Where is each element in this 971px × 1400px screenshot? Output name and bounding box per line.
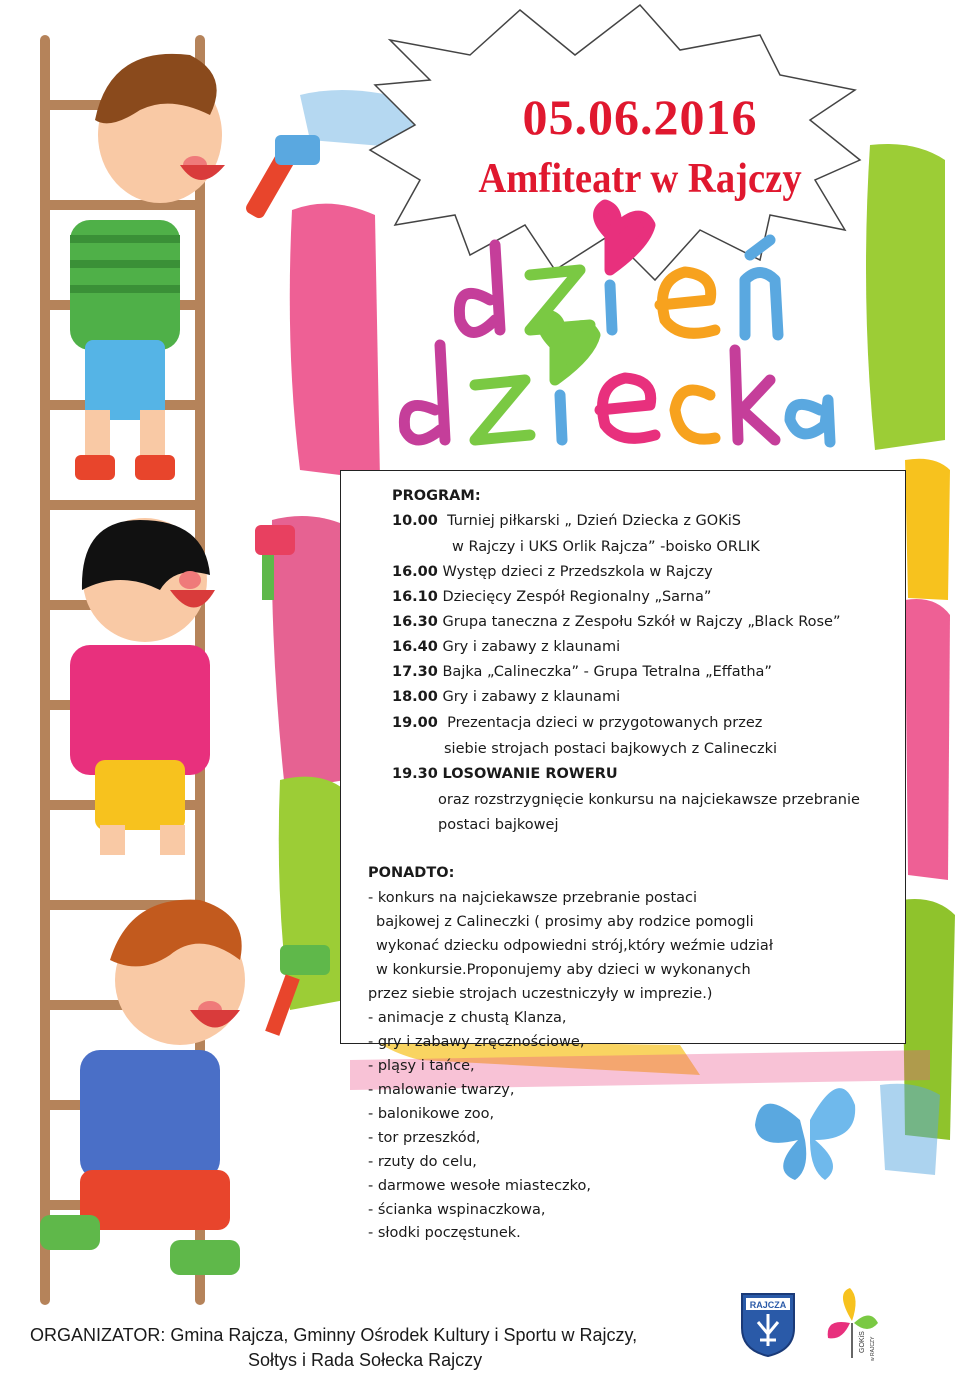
ponadto-line: bajkowej z Calineczki ( prosimy aby rodzice pomogli xyxy=(376,914,754,930)
program-item-time: 16.00 xyxy=(392,564,438,580)
butterfly-decoration xyxy=(755,1088,855,1180)
ponadto-line: w konkursie.Proponujemy aby dzieci w wykonanych xyxy=(376,962,751,978)
program-item-text: oraz rozstrzygnięcie konkursu na najciekawsze przebranie xyxy=(438,792,860,808)
program-item-text: Turniej piłkarski „ Dzień Dziecka z GOKiS xyxy=(447,513,741,529)
ponadto-line: wykonać dziecku odpowiedni strój,który weźmie udział xyxy=(376,938,773,954)
program-item-text: Gry i zabawy z klaunami xyxy=(442,639,621,655)
ponadto-line: - gry i zabawy zręcznościowe, xyxy=(368,1034,585,1050)
event-venue: Amfiteatr w Rajczy xyxy=(478,156,802,202)
program-item-text: Grupa taneczna z Zespołu Szkół w Rajczy „Black Rose” xyxy=(442,614,841,630)
program-item-time: 17.30 xyxy=(392,664,438,680)
ponadto-line: przez siebie strojach uczestniczyły w imprezie.) xyxy=(368,986,713,1002)
program-item-time: 18.00 xyxy=(392,689,438,705)
gokis-logo xyxy=(820,1283,890,1363)
program-item xyxy=(438,791,860,809)
program-item xyxy=(392,714,762,732)
program-item xyxy=(392,512,741,530)
program-item-time: 19.30 xyxy=(392,766,438,782)
program-item xyxy=(392,688,620,706)
ponadto-line: - konkurs na najciekawsze przebranie postaci xyxy=(368,890,698,906)
ponadto-line: - ścianka wspinaczkowa, xyxy=(368,1202,546,1218)
program-item-text: Dziecięcy Zespół Regionalny „Sarna” xyxy=(442,589,712,605)
program-item-text: siebie strojach postaci bajkowych z Calineczki xyxy=(444,741,778,757)
program-item-text: Prezentacja dzieci w przygotowanych przez xyxy=(447,715,763,731)
program-item xyxy=(392,765,618,783)
event-date: 05.06.2016 xyxy=(522,89,758,145)
ponadto-line: - pląsy i tańce, xyxy=(368,1058,475,1074)
program-item xyxy=(438,816,559,834)
program-item xyxy=(392,588,711,606)
program-item-time: 16.40 xyxy=(392,639,438,655)
program-item-text: LOSOWANIE ROWERU xyxy=(442,766,618,782)
green-paint-stroke-top xyxy=(866,144,945,450)
ponadto-heading: PONADTO: xyxy=(368,865,455,881)
ponadto-line: - balonikowe zoo, xyxy=(368,1106,495,1122)
ponadto-line: - animacje z chustą Klanza, xyxy=(368,1010,567,1026)
program-item xyxy=(444,740,777,758)
ponadto-line: - tor przeszkód, xyxy=(368,1130,481,1146)
ponadto-line: - rzuty do celu, xyxy=(368,1154,477,1170)
program-item-time: 10.00 xyxy=(392,513,438,529)
child-middle-illustration xyxy=(70,518,295,855)
gokis-lettering: GOKiS xyxy=(859,1331,866,1353)
program-item-text: Gry i zabawy z klaunami xyxy=(442,689,621,705)
pink-paint-stroke-mid xyxy=(272,516,345,790)
program-item-text: postaci bajkowej xyxy=(438,817,559,833)
pink-paint-stroke-right xyxy=(905,599,950,880)
organizer-line-1: ORGANIZATOR: Gmina Rajcza, Gminny Ośrodek Kultury i Sportu w Rajczy, xyxy=(30,1325,638,1345)
ponadto-line: - słodki poczęstunek. xyxy=(368,1225,521,1241)
blue-paint-stroke-low xyxy=(880,1084,940,1175)
program-item xyxy=(392,613,840,631)
ponadto-line: - darmowe wesołe miasteczko, xyxy=(368,1178,592,1194)
organizer-line-2: Sołtys i Rada Sołecka Rajczy xyxy=(248,1350,483,1370)
program-item-text: Występ dzieci z Przedszkola w Rajczy xyxy=(442,564,713,580)
rajcza-crest-logo xyxy=(738,1290,798,1360)
program-item xyxy=(392,563,713,581)
child-bottom-illustration xyxy=(40,900,330,1275)
program-item xyxy=(452,538,760,556)
program-item xyxy=(392,663,772,681)
program-item-time: 16.10 xyxy=(392,589,438,605)
program-item-time: 16.30 xyxy=(392,614,438,630)
program-heading: PROGRAM: xyxy=(392,488,481,504)
pink-paint-stroke xyxy=(290,204,380,480)
crest-lettering: RAJCZA xyxy=(749,1300,787,1310)
yellow-paint-stroke xyxy=(905,459,950,600)
gokis-sub-lettering: w RAJCZY xyxy=(870,1336,876,1361)
program-item-text: w Rajczy i UKS Orlik Rajcza” -boisko ORLIK xyxy=(452,539,760,555)
program-item-text: Bajka „Calineczka” - Grupa Tetralna „Effatha” xyxy=(442,664,772,680)
ponadto-line: - malowanie twarzy, xyxy=(368,1082,515,1098)
program-item xyxy=(392,638,620,656)
program-item-time: 19.00 xyxy=(392,715,438,731)
